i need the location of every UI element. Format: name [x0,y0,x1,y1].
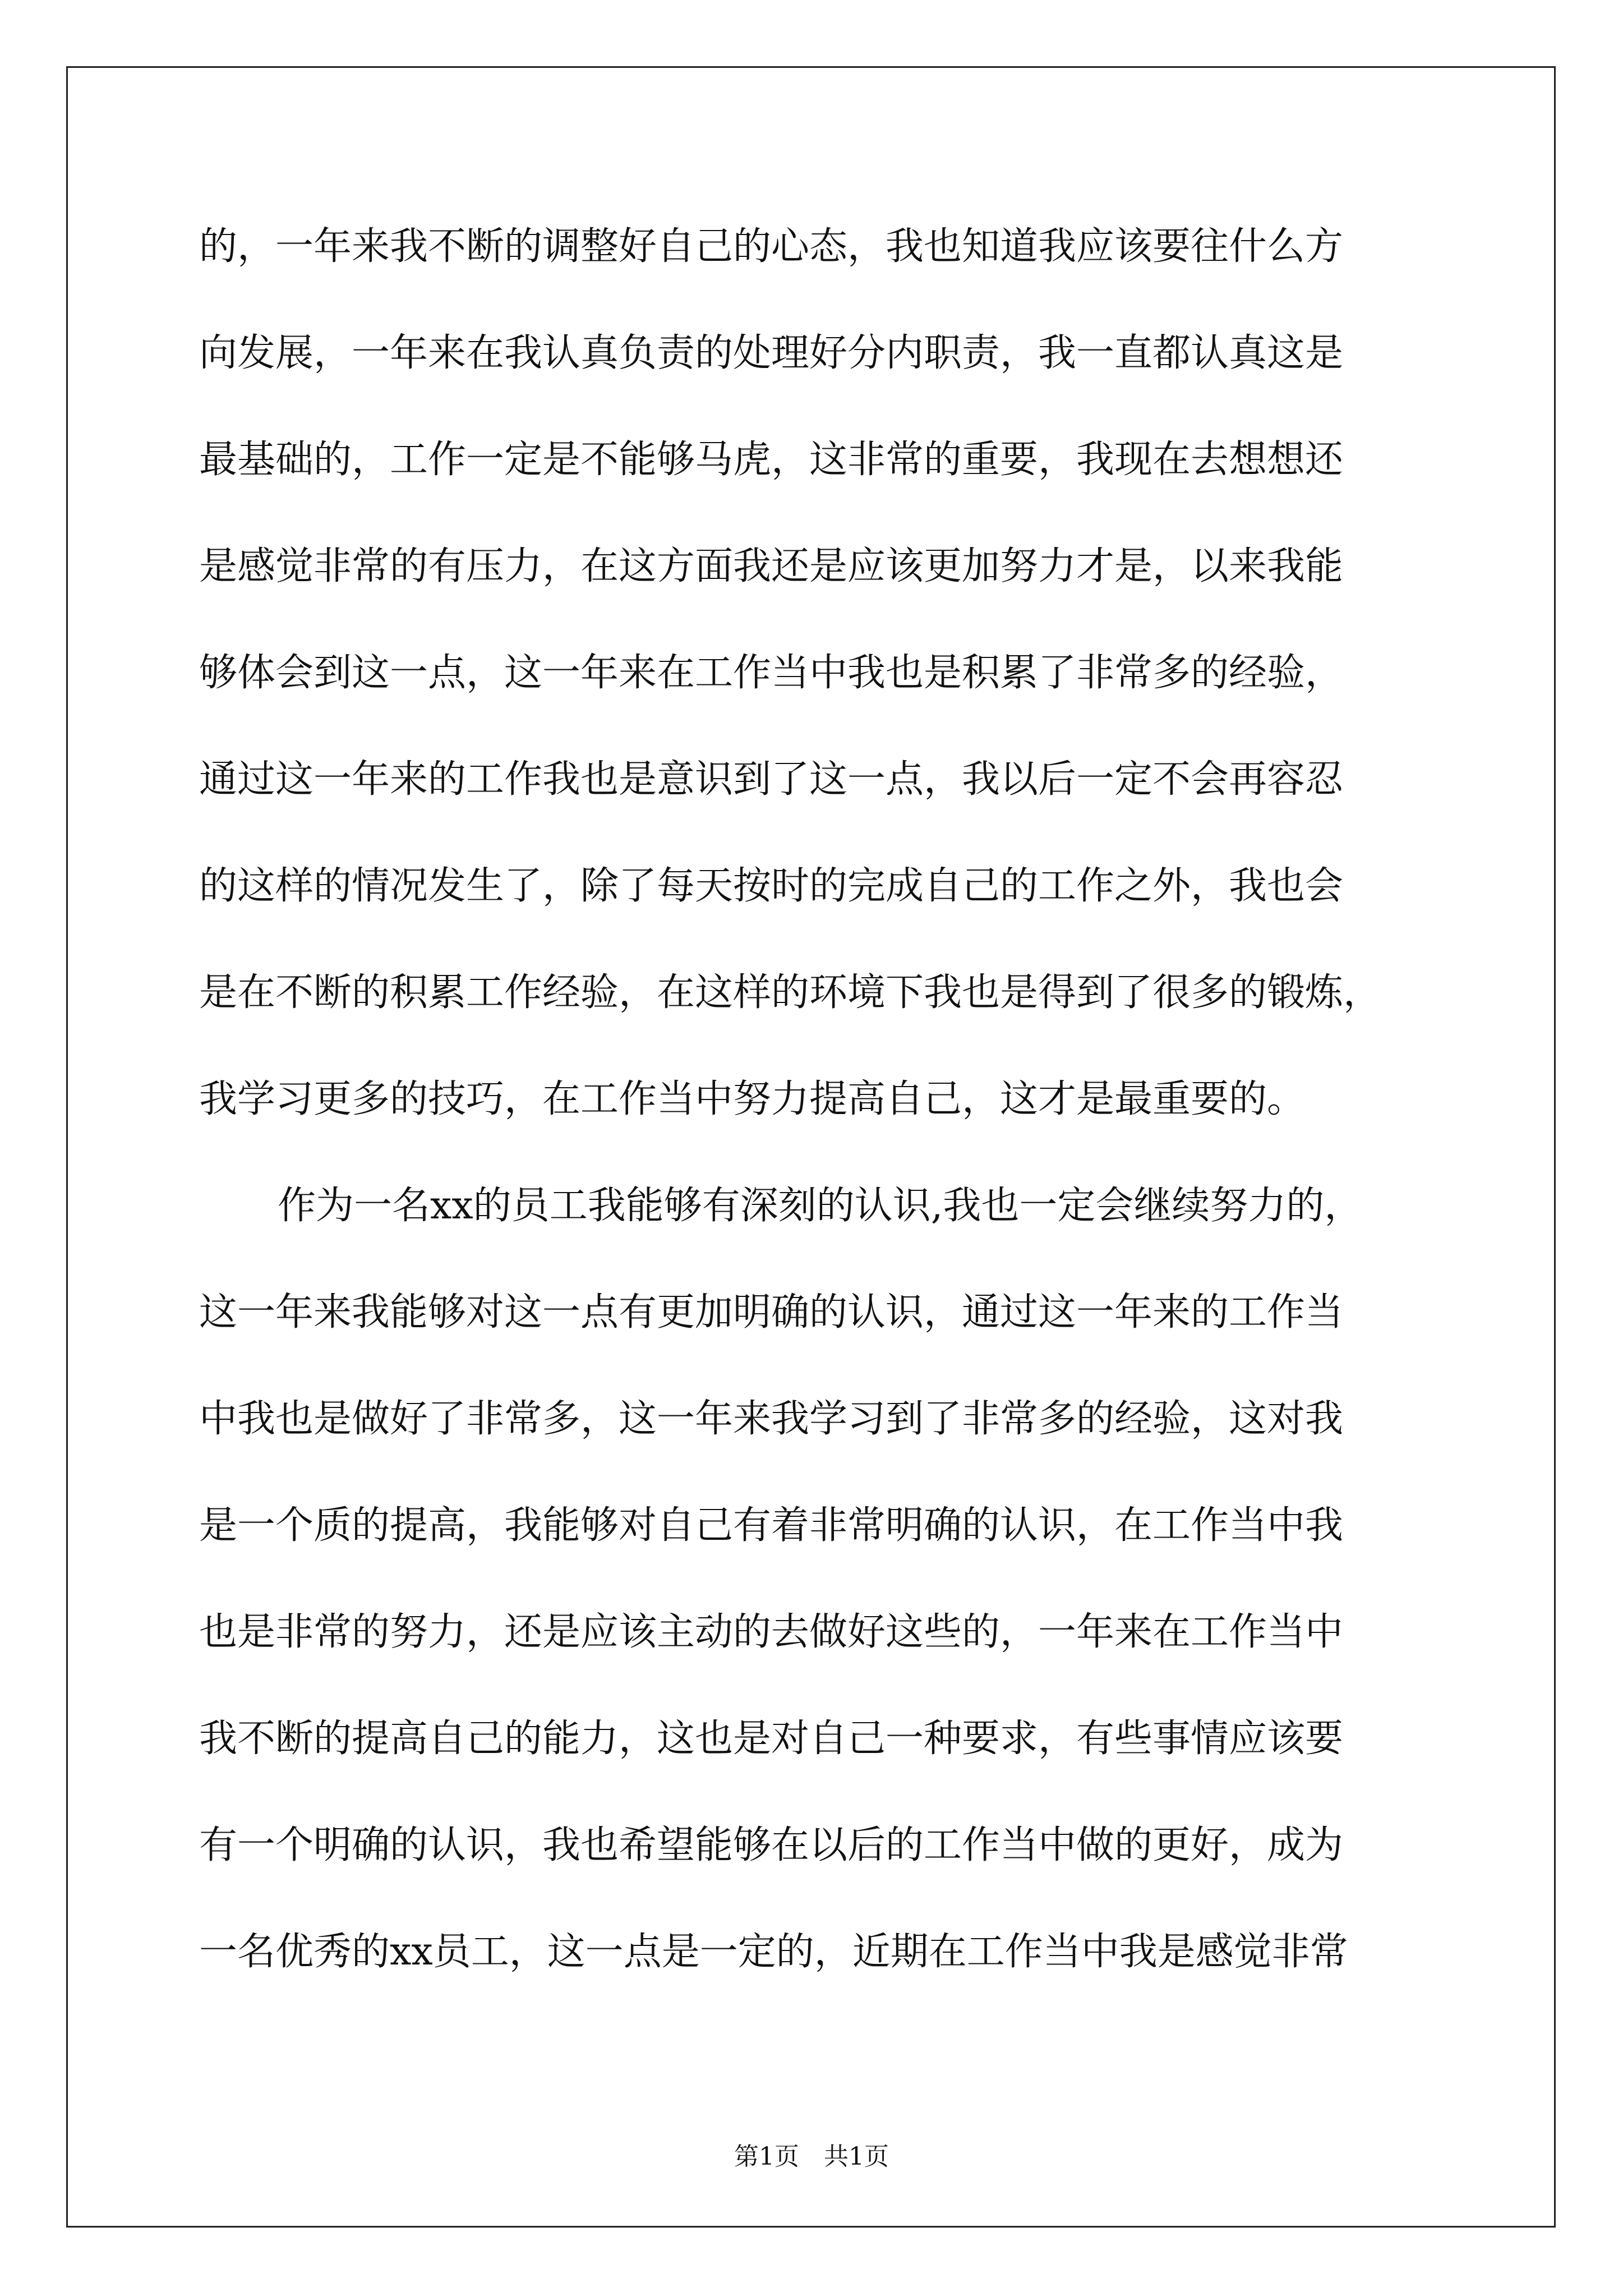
text-line: 我学习更多的技巧，在工作当中努力提高自己，这才是最重要的。 [199,1077,1306,1121]
text-line: 一名优秀的xx员工，这一点是一定的，近期在工作当中我是感觉非常 [199,1930,1348,1974]
text-line: 通过这一年来的工作我也是意识到了这一点，我以后一定不会再容忍 [199,757,1344,802]
text-line: 向发展，一年来在我认真负责的处理好分内职责，我一直都认真这是 [199,331,1344,375]
paragraph-start-line: 作为一名xx的员工我能够有深刻的认识,我也一定会继续努力的， [278,1184,1363,1228]
text-line: 我不断的提高自己的能力，这也是对自己一种要求，有些事情应该要 [199,1717,1344,1761]
text-line: 够体会到这一点，这一年来在工作当中我也是积累了非常多的经验， [199,651,1344,695]
text-line: 中我也是做好了非常多，这一年来我学习到了非常多的经验，这对我 [199,1397,1344,1441]
text-line: 是感觉非常的有压力，在这方面我还是应该更加努力才是，以来我能 [199,544,1344,588]
text-line: 最基础的，工作一定是不能够马虎，这非常的重要，我现在去想想还 [199,438,1344,482]
document-body [199,216,1430,2028]
page-number-footer: 第1页 共1页 [734,2142,889,2171]
text-line: 是在不断的积累工作经验，在这样的环境下我也是得到了很多的锻炼， [199,970,1382,1015]
text-line: 也是非常的努力，还是应该主动的去做好这些的，一年来在工作当中 [199,1610,1344,1654]
text-line: 这一年来我能够对这一点有更加明确的认识，通过这一年来的工作当 [199,1290,1344,1335]
text-line: 是一个质的提高，我能够对自己有着非常明确的认识，在工作当中我 [199,1503,1344,1548]
text-line: 的这样的情况发生了，除了每天按时的完成自己的工作之外，我也会 [199,864,1344,908]
text-line: 有一个明确的认识，我也希望能够在以后的工作当中做的更好，成为 [199,1823,1344,1867]
text-line: 的，一年来我不断的调整好自己的心态，我也知道我应该要往什么方 [199,224,1344,269]
